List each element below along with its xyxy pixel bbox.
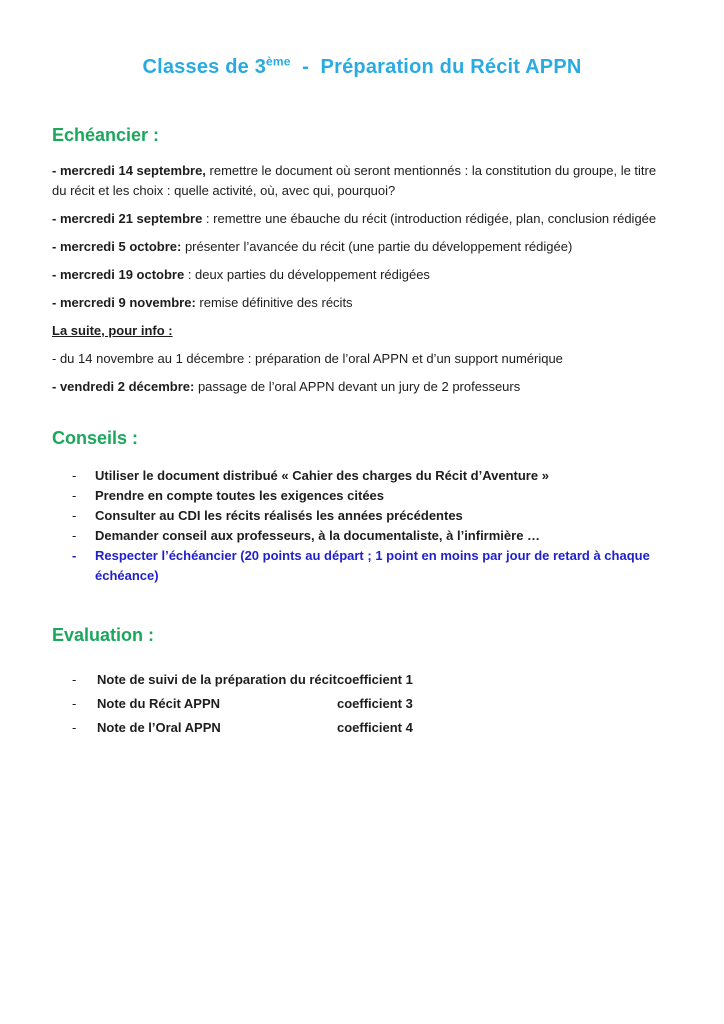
page-title-superscript: ème [266,54,291,69]
evaluation-coefficient: coefficient 4 [337,720,413,735]
dash-bullet: - [72,468,77,483]
schedule-item [52,265,672,285]
schedule-item [52,293,672,313]
schedule-item [52,237,672,257]
evaluation-label: Note de suivi de la préparation du récit [97,672,337,687]
advice-item [52,486,672,506]
dash-bullet: - [72,508,77,523]
advice-text: Consulter au CDI les récits réalisés les années précédentes [95,508,463,523]
advice-text: Utiliser le document distribué « Cahier des charges du Récit d’Aventure » [95,468,549,483]
evaluation-coefficient: coefficient 3 [337,696,413,711]
schedule-text: : deux parties du développement rédigées [184,267,430,282]
section-echeancier [52,125,672,397]
evaluation-item [52,670,672,690]
schedule-date: - mercredi 9 novembre: [52,295,196,310]
schedule-text: passage de l’oral APPN devant un jury de 2 professeurs [194,379,521,394]
advice-item [52,506,672,526]
schedule-text: présenter l’avancée du récit (une partie du développement rédigée) [181,239,573,254]
schedule-item [52,349,672,369]
advice-item [52,526,672,546]
evaluation-label: Note de l’Oral APPN [97,720,221,735]
evaluation-coefficient: coefficient 1 [337,672,413,687]
dash-bullet: - [72,528,77,543]
page-title-main: Classes de 3 [142,56,267,78]
schedule-text: remise définitive des récits [195,295,353,310]
advice-text-emphasis: Respecter l’échéancier (20 points au départ ; 1 point en moins par jour de retard à chaque échéance) [95,548,650,583]
schedule-date: - mercredi 5 octobre: [52,239,182,254]
evaluation-heading: Evaluation : [52,625,155,645]
dash-bullet: - [72,720,77,735]
schedule-date: - mercredi 19 octobre [52,267,185,282]
section-evaluation [52,625,672,738]
la-suite-label [52,321,672,341]
echeancier-heading: Echéancier : [52,125,160,145]
conseils-heading: Conseils : [52,428,139,448]
schedule-item [52,161,672,201]
schedule-text: - du 14 novembre au 1 décembre : préparation de l’oral APPN et d’un support numérique [52,351,563,366]
schedule-item [52,209,672,229]
evaluation-item [52,694,672,714]
advice-text: Prendre en compte toutes les exigences citées [95,488,385,503]
page-title-rest: - Préparation du Récit APPN [290,56,582,78]
schedule-text: : remettre une ébauche du récit (introduction rédigée, plan, conclusion rédigée [202,211,657,226]
schedule-date: - mercredi 21 septembre [52,211,203,226]
evaluation-label: Note du Récit APPN [97,696,221,711]
advice-item-emphasis [52,546,672,586]
schedule-text: remettre le document où seront mentionnés : la constitution du groupe, le titre du récit et les choix : quelle activité, où, avec qui, pourquoi? [52,163,660,198]
page-title [52,56,672,79]
schedule-item [52,377,672,397]
dash-bullet: - [72,672,77,687]
evaluation-item [52,718,672,738]
schedule-date: - mercredi 14 septembre, [52,163,206,178]
la-suite-text: La suite, pour info : [52,323,173,338]
dash-bullet: - [72,548,77,563]
advice-item [52,466,672,486]
dash-bullet: - [72,488,77,503]
section-conseils [52,428,672,586]
advice-text: Demander conseil aux professeurs, à la documentaliste, à l’infirmière … [95,528,541,543]
dash-bullet: - [72,696,77,711]
schedule-date: - vendredi 2 décembre: [52,379,195,394]
